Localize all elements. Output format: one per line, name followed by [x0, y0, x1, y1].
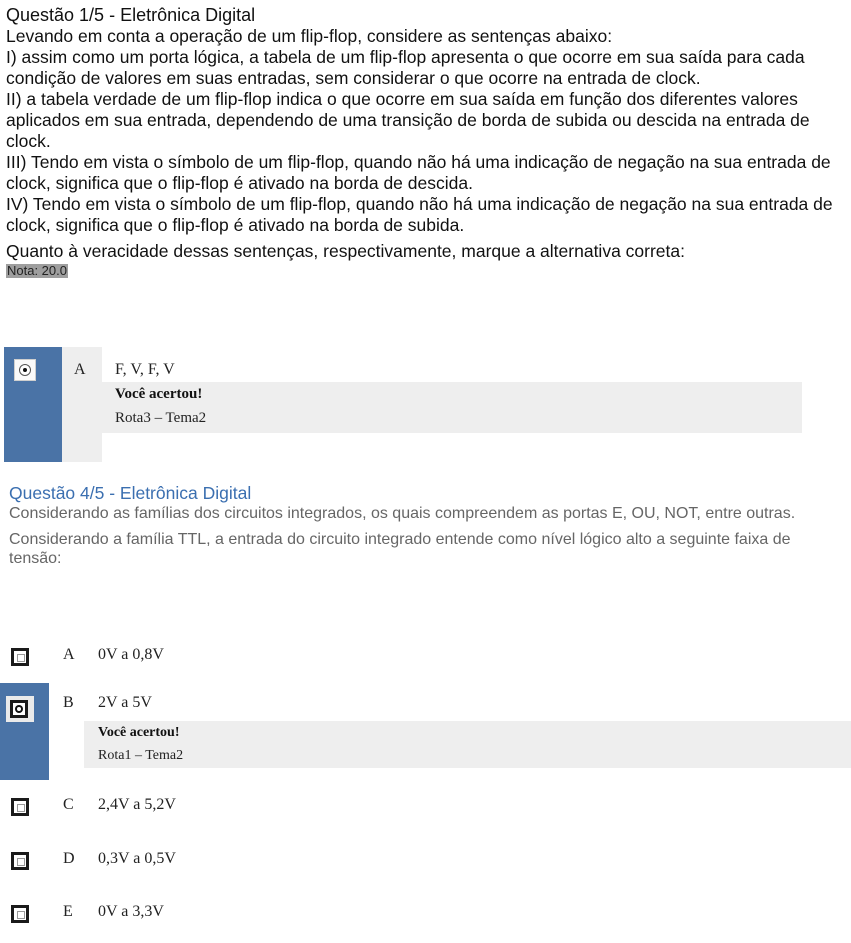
- option-text: 2,4V a 5,2V: [98, 796, 176, 813]
- statement-4: IV) Tendo em vista o símbolo de um flip-flop, quando não há uma indicação de negação na sua entrada de clock, significa que o flip-flop é ativado na borda de subida.: [6, 194, 833, 235]
- question-1-intro: Levando em conta a operação de um flip-flop, considere as sentenças abaixo:: [6, 26, 613, 46]
- radio-icon[interactable]: [11, 798, 29, 816]
- option-text: F, V, F, V: [115, 361, 175, 378]
- option-text: 2V a 5V: [98, 694, 152, 711]
- radio-icon[interactable]: [11, 648, 29, 666]
- feedback-reference: Rota3 – Tema2: [115, 410, 207, 426]
- question-1-title: Questão 1/5 - Eletrônica Digital: [6, 5, 256, 25]
- q4-option-d[interactable]: [0, 845, 851, 879]
- feedback-box: [84, 721, 851, 768]
- q1-option-a[interactable]: [0, 347, 851, 462]
- option-letter: E: [63, 903, 73, 920]
- option-text: 0,3V a 0,5V: [98, 850, 176, 867]
- radio-selected-icon[interactable]: [10, 700, 28, 718]
- statement-3: III) Tendo em vista o símbolo de um flip-flop, quando não há uma indicação de negação na sua entrada de clock, significa que o flip-flop é ativado na borda de descida.: [6, 152, 831, 193]
- option-letter: A: [63, 646, 75, 663]
- feedback-title: Você acertou!: [98, 725, 180, 740]
- radio-icon[interactable]: [11, 852, 29, 870]
- q4-option-e[interactable]: [0, 898, 851, 932]
- question-4-title: Questão 4/5 - Eletrônica Digital: [9, 483, 252, 503]
- option-letter: D: [63, 850, 75, 867]
- radio-selected-icon[interactable]: [14, 359, 36, 381]
- question-1: [6, 4, 846, 280]
- question-1-prompt: Quanto à veracidade dessas sentenças, respectivamente, marque a alternativa correta:: [6, 241, 685, 261]
- feedback-reference: Rota1 – Tema2: [98, 748, 184, 763]
- statement-2: II) a tabela verdade de um flip-flop indica o que ocorre em sua saída em função dos diferentes valores aplicados em sua entrada, dependendo de uma transição de borda de subida ou descida na entrada de clock.: [6, 89, 810, 151]
- q4-option-b[interactable]: [0, 683, 851, 780]
- radio-icon[interactable]: [11, 905, 29, 923]
- feedback-box: [102, 382, 802, 433]
- score-badge: Nota: 20.0: [7, 263, 67, 278]
- q4-option-a[interactable]: [0, 641, 851, 675]
- option-letter: C: [63, 796, 74, 813]
- question-4-paragraph-2: Considerando a família TTL, a entrada do circuito integrado entende como nível lógico alto a seguinte faixa de tensão:: [9, 531, 791, 567]
- question-4: [9, 483, 847, 568]
- question-4-paragraph-1: Considerando as famílias dos circuitos integrados, os quais compreendem as portas E, OU, NOT, entre outras.: [9, 505, 796, 522]
- option-text: 0V a 3,3V: [98, 903, 164, 920]
- feedback-title: Você acertou!: [115, 386, 203, 402]
- q4-option-c[interactable]: [0, 791, 851, 825]
- option-letter: B: [63, 694, 74, 711]
- statement-1: I) assim como um porta lógica, a tabela de um flip-flop apresenta o que ocorre em sua saída para cada condição de valores em suas entradas, sem considerar o que ocorre na entrada de clock.: [6, 47, 805, 88]
- option-text: 0V a 0,8V: [98, 646, 164, 663]
- option-letter: A: [74, 361, 86, 378]
